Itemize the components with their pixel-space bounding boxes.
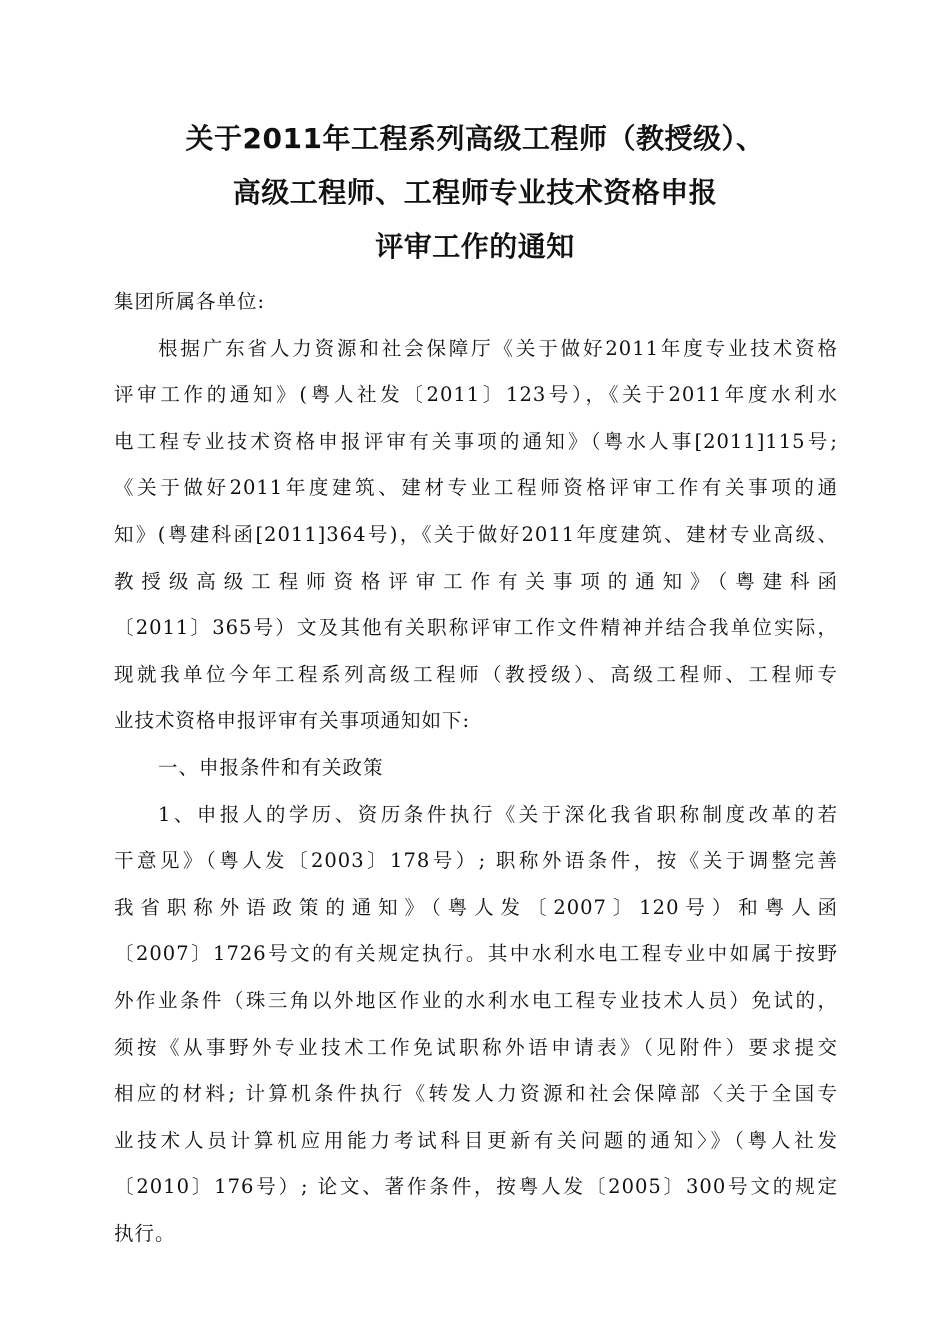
item-1-line: 〔2007〕1726号文的有关规定执行。其中水利水电工程专业中如属于按野 — [114, 942, 838, 966]
salutation: 集团所属各单位: — [114, 290, 266, 313]
title-line-3: 评审工作的通知 — [375, 230, 575, 263]
item-1-line: 相应的材料; 计算机条件执行《转发人力资源和社会保障部〈关于全国专 — [114, 1082, 838, 1106]
document-body — [114, 279, 838, 1257]
item-1-line: 〔2010〕176号）; 论文、著作条件，按粤人发〔2005〕300号文的规定 — [114, 1175, 838, 1199]
paragraph-1-line: 业技术资格申报评审有关事项通知如下: — [114, 709, 471, 733]
paragraph-1-line: 根据广东省人力资源和社会保障厅《关于做好2011年度专业技术资格 — [158, 336, 838, 360]
paragraph-1-line: 教授级高级工程师资格评审工作有关事项的通知》（粤建科函 — [114, 569, 838, 593]
paragraph-1 — [114, 326, 838, 745]
document-title — [0, 112, 950, 274]
item-1-line: 执行。 — [114, 1221, 176, 1245]
section-1-heading: 一、申报条件和有关政策 — [158, 755, 384, 779]
title-line-1: 关于2011年工程系列高级工程师（教授级）、 — [185, 122, 765, 155]
paragraph-1-line: 电工程专业技术资格申报评审有关事项的通知》（粤水人事[2011]115号; — [114, 429, 838, 453]
item-1 — [114, 792, 838, 1258]
paragraph-1-line: 知》(粤建科函[2011]364号)，《关于做好2011年度建筑、建材专业高级、 — [114, 522, 838, 546]
paragraph-1-line: 评审工作的通知》(粤人社发〔2011〕123号），《关于2011年度水利水 — [114, 383, 838, 407]
paragraph-1-line: 现就我单位今年工程系列高级工程师（教授级）、高级工程师、工程师专 — [114, 662, 838, 686]
item-1-line: 外作业条件（珠三角以外地区作业的水利水电工程专业技术人员）免试的， — [114, 988, 838, 1012]
item-1-line: 我省职称外语政策的通知》（粤人发〔2007〕120号）和粤人函 — [114, 895, 838, 919]
title-line-2: 高级工程师、工程师专业技术资格申报 — [232, 176, 718, 209]
paragraph-1-line: 〔2011〕365号）文及其他有关职称评审工作文件精神并结合我单位实际， — [114, 616, 838, 640]
item-1-line: 业技术人员计算机应用能力考试科目更新有关问题的通知〉》（粤人社发 — [114, 1128, 838, 1152]
item-1-line: 须按《从事野外专业技术工作免试职称外语申请表》（见附件）要求提交 — [114, 1035, 838, 1059]
paragraph-1-line: 《关于做好2011年度建筑、建材专业工程师资格评审工作有关事项的通 — [114, 476, 838, 500]
item-1-line: 干意见》（粤人发〔2003〕178号）; 职称外语条件，按《关于调整完善 — [114, 849, 838, 873]
item-1-line: 1、申报人的学历、资历条件执行《关于深化我省职称制度改革的若 — [158, 802, 838, 826]
